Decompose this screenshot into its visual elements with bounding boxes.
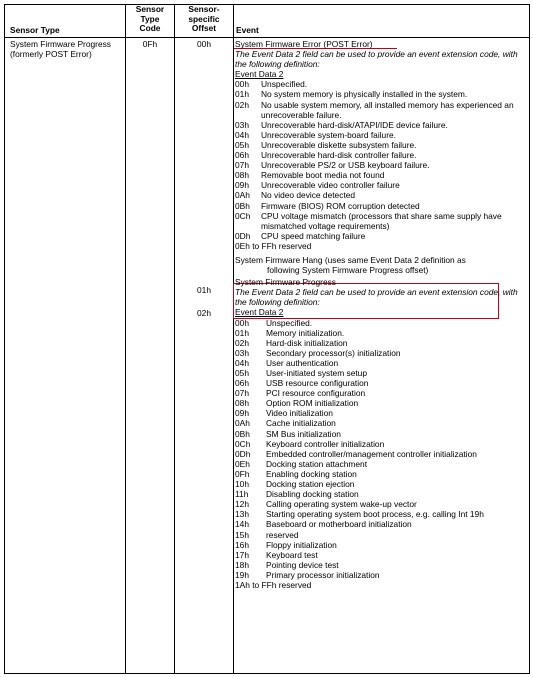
error-code-row — [235, 231, 528, 241]
progress-code: 13h — [235, 509, 249, 520]
progress-code-description: Cache initialization — [266, 418, 336, 429]
progress-code-description: Option ROM initialization — [266, 398, 359, 409]
progress-code: 10h — [235, 479, 249, 490]
progress-code-row — [235, 408, 528, 418]
progress-code: 0Bh — [235, 428, 250, 439]
progress-code-row — [235, 499, 528, 509]
header-sensor-type-code: Sensor Type Code — [135, 4, 165, 33]
progress-code-description: PCI resource configuration — [266, 388, 366, 399]
progress-code: 12h — [235, 499, 249, 510]
progress-code-description: SM Bus initialization — [266, 428, 341, 439]
progress-code-row — [235, 550, 528, 560]
error-code-list — [235, 79, 528, 241]
progress-code-row — [235, 519, 528, 529]
progress-code-description: Secondary processor(s) initialization — [266, 347, 401, 358]
error-code-row — [235, 180, 528, 190]
error-code: 0Bh — [235, 200, 250, 211]
error-code-description: Unspecified. — [261, 79, 308, 90]
offset-01h: 01h — [197, 285, 211, 295]
progress-code-row — [235, 378, 528, 388]
progress-code-row — [235, 469, 528, 479]
progress-label: Event Data 2 — [235, 307, 284, 318]
error-code: 09h — [235, 180, 249, 191]
error-code-description: Unrecoverable video controller failure — [261, 180, 400, 191]
header-divider — [4, 37, 530, 38]
event-column — [235, 39, 528, 590]
progress-code-row — [235, 530, 528, 540]
progress-code: 01h — [235, 327, 249, 338]
progress-code-row — [235, 560, 528, 570]
progress-code: 07h — [235, 388, 249, 399]
error-code-description: No system memory is physically installed in the system. — [261, 89, 468, 100]
error-code-row — [235, 170, 528, 180]
error-code-description: Unrecoverable PS/2 or USB keyboard failure. — [261, 160, 430, 171]
error-code: 0Dh — [235, 230, 251, 241]
error-code: 05h — [235, 139, 249, 150]
error-code-row — [235, 211, 528, 231]
progress-code-description: Docking station attachment — [266, 458, 368, 469]
progress-code: 06h — [235, 378, 249, 389]
error-code: 00h — [235, 79, 249, 90]
progress-code-description: Video initialization — [266, 408, 333, 419]
error-code-row — [235, 190, 528, 200]
error-reserved: 0Eh to FFh reserved — [235, 240, 312, 251]
error-code-row — [235, 89, 528, 99]
col-border-left — [4, 4, 5, 674]
progress-code: 15h — [235, 529, 249, 540]
error-title: System Firmware Error (POST Error) — [235, 39, 373, 49]
progress-code-description: reserved — [266, 529, 299, 540]
error-code-row — [235, 201, 528, 211]
error-code-row — [235, 140, 528, 150]
progress-code: 05h — [235, 368, 249, 378]
error-code-description: Removable boot media not found — [261, 170, 385, 181]
progress-code-row — [235, 449, 528, 459]
progress-code: 0Eh — [235, 458, 250, 469]
progress-code: 02h — [235, 337, 249, 348]
progress-code: 19h — [235, 569, 249, 580]
progress-code-description: USB resource configuration — [266, 378, 369, 389]
progress-code-description: Baseboard or motherboard initialization — [266, 519, 412, 530]
error-code-description: Firmware (BIOS) ROM corruption detected — [261, 200, 420, 211]
progress-code-row — [235, 439, 528, 449]
progress-code-description: User-initiated system setup — [266, 368, 368, 378]
progress-code: 00h — [235, 317, 249, 328]
progress-code-description: Enabling docking station — [266, 468, 357, 479]
progress-note: The Event Data 2 field can be used to provide an event extension code, with the following definition: — [235, 287, 518, 308]
table-top-border — [4, 4, 530, 5]
error-code-row — [235, 120, 528, 130]
progress-code-row — [235, 570, 528, 580]
progress-code: 0Dh — [235, 448, 251, 459]
table-bottom-border — [4, 673, 530, 674]
progress-code-description: Starting operating system boot process, e.g. calling Int 19h — [266, 509, 484, 520]
progress-code-row — [235, 429, 528, 439]
col-border-1 — [125, 4, 126, 674]
header-event: Event — [236, 25, 259, 35]
sensor-type-name: System Firmware Progress (formerly POST Error) — [10, 39, 111, 59]
error-code: 0Ch — [235, 210, 251, 221]
progress-code-description: Keyboard test — [266, 549, 318, 560]
progress-code: 09h — [235, 408, 249, 419]
error-code-description: Unrecoverable hard-disk controller failure. — [261, 150, 417, 161]
progress-code-row — [235, 398, 528, 408]
error-code-description: CPU voltage mismatch (processors that share same supply have mismatched voltage requirements) — [261, 210, 502, 231]
error-code: 07h — [235, 160, 249, 171]
progress-code-list — [235, 318, 528, 580]
error-code-description: No video device detected — [261, 190, 356, 201]
error-code-description: No usable system memory, all installed memory has experienced an unrecoverable failure. — [261, 99, 514, 120]
col-border-right — [529, 4, 530, 674]
sensor-type-code: 0Fh — [142, 39, 158, 49]
progress-code: 0Fh — [235, 468, 250, 479]
progress-code-description: Disabling docking station — [266, 489, 359, 500]
error-code: 03h — [235, 119, 249, 130]
progress-code-description: Docking station ejection — [266, 479, 355, 490]
progress-code-description: Primary processor initialization — [266, 569, 380, 580]
progress-code-description: Floppy initialization — [266, 539, 337, 550]
error-code: 01h — [235, 89, 249, 100]
progress-code-description: Calling operating system wake-up vector — [266, 499, 417, 510]
progress-code: 11h — [235, 489, 249, 500]
progress-code-row — [235, 479, 528, 489]
error-code-row — [235, 160, 528, 170]
progress-code-row — [235, 338, 528, 348]
progress-code-description: Embedded controller/management controller initialization — [266, 448, 477, 459]
progress-code: 14h — [235, 519, 249, 530]
progress-code-description: Memory initialization. — [266, 327, 345, 338]
progress-code-row — [235, 540, 528, 550]
progress-code: 03h — [235, 347, 249, 358]
offset-00h: 00h — [197, 39, 211, 49]
progress-code-row — [235, 348, 528, 358]
progress-code-row — [235, 489, 528, 499]
progress-title: System Firmware Progress — [235, 277, 336, 288]
progress-code: 17h — [235, 549, 249, 560]
header-sensor-specific-offset: Sensor-specific Offset — [188, 4, 220, 33]
progress-code: 0Ch — [235, 438, 251, 449]
progress-code-description: Unspecified. — [266, 317, 313, 328]
progress-code-row — [235, 318, 528, 328]
progress-code-description: Pointing device test — [266, 559, 339, 570]
progress-code-row — [235, 358, 528, 368]
hang-text: System Firmware Hang (uses same Event Data 2 definition as — [235, 254, 466, 265]
error-code-row — [235, 79, 528, 89]
error-code: 02h — [235, 99, 249, 110]
error-note: The Event Data 2 field can be used to provide an event extension code, with the following definition: — [235, 49, 518, 70]
error-code-description: Unrecoverable hard-disk/ATAPI/IDE device failure. — [261, 119, 448, 130]
error-code-row — [235, 150, 528, 160]
progress-code: 16h — [235, 539, 249, 550]
error-code: 08h — [235, 170, 249, 181]
progress-code-row — [235, 418, 528, 428]
col-border-2 — [174, 4, 175, 674]
error-code: 06h — [235, 150, 249, 161]
offset-02h: 02h — [197, 308, 211, 318]
error-code-row — [235, 100, 528, 120]
progress-code-description: User authentication — [266, 357, 339, 368]
error-code-description: CPU speed matching failure — [261, 230, 366, 241]
progress-code: 08h — [235, 398, 249, 409]
error-code-description: Unrecoverable diskette subsystem failure. — [261, 139, 417, 150]
error-code: 0Ah — [235, 190, 250, 201]
progress-code-row — [235, 328, 528, 338]
progress-code-row — [235, 459, 528, 469]
progress-code: 0Ah — [235, 418, 250, 429]
progress-code-description: Keyboard controller initialization — [266, 438, 385, 449]
col-border-3 — [233, 4, 234, 674]
progress-reserved: 1Ah to FFh reserved — [235, 579, 312, 590]
error-code: 04h — [235, 129, 249, 140]
progress-code: 04h — [235, 357, 249, 368]
header-sensor-type: Sensor Type — [10, 25, 60, 35]
progress-code: 18h — [235, 559, 249, 570]
progress-code-description: Hard-disk initialization — [266, 337, 348, 348]
progress-code-row — [235, 388, 528, 398]
hang-entry — [235, 255, 528, 275]
error-code-description: Unrecoverable system-board failure. — [261, 129, 396, 140]
error-label: Event Data 2 — [235, 69, 284, 80]
hang-text-continued: following System Firmware Progress offset) — [267, 265, 429, 276]
error-code-row — [235, 130, 528, 140]
progress-code-row — [235, 509, 528, 519]
progress-code-row — [235, 368, 528, 378]
